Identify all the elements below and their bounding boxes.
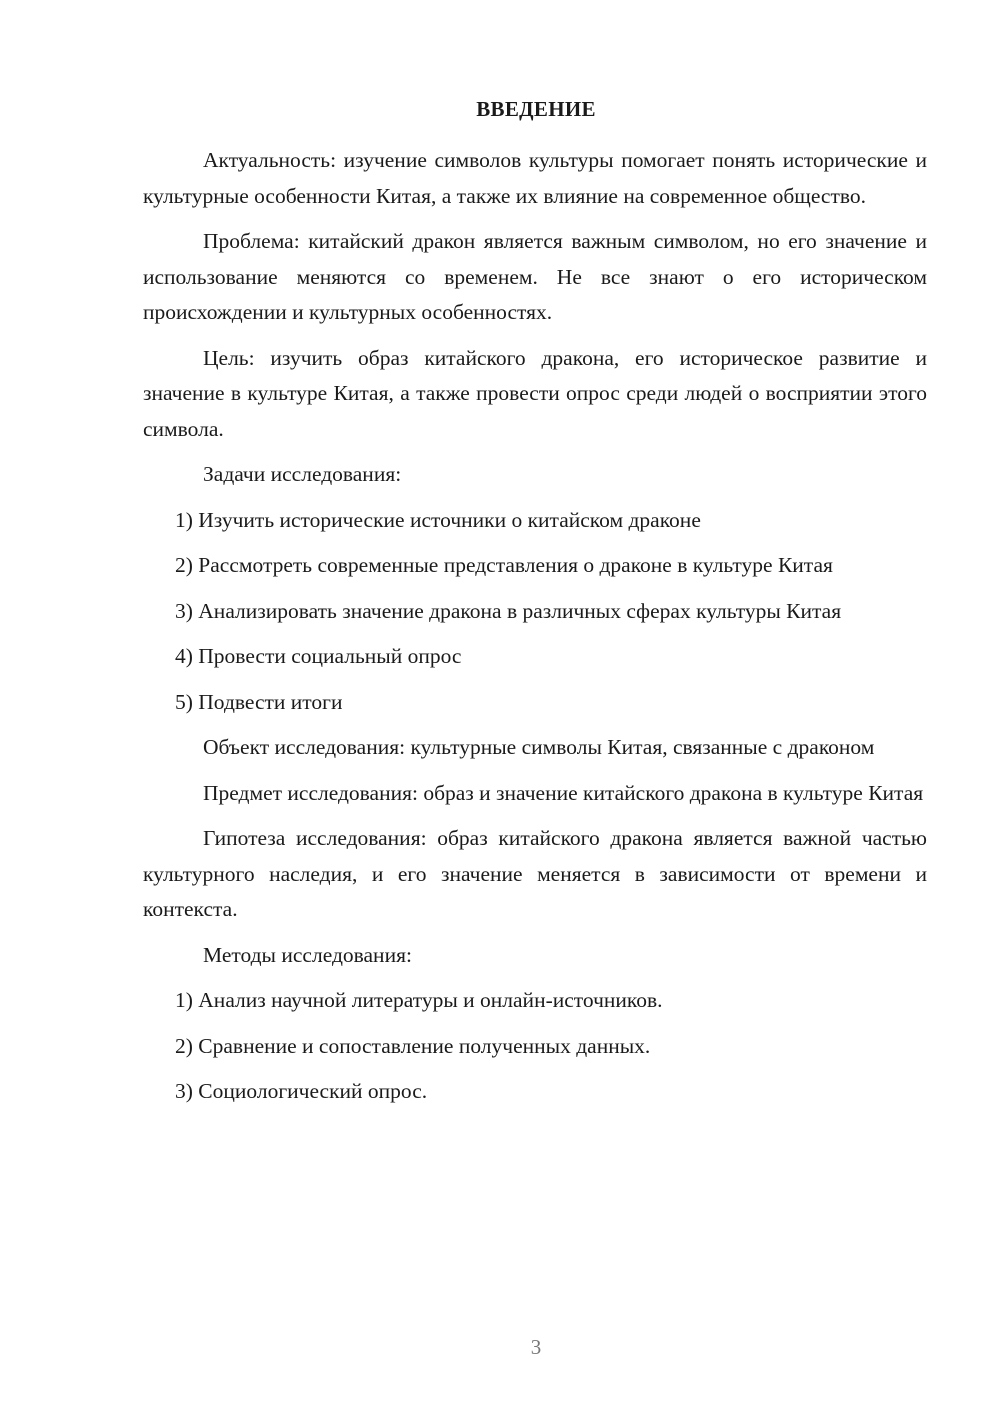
task-item: 4) Провести социальный опрос [175, 644, 462, 668]
task-item: 5) Подвести итоги [175, 689, 343, 714]
paragraph-object: Объект исследования: культурные символы Китая, связанные с драконом [203, 735, 875, 759]
paragraph-hypothesis: Гипотеза исследования: образ китайского дракона является важной частью культурного наследия, и его значение меняется в зависимости от времени и контекста. [143, 826, 927, 921]
paragraph-goal: Цель: изучить образ китайского дракона, его историческое развитие и значение в культуре Китая, а также провести опрос среди людей о восприятии этого символа. [143, 345, 927, 441]
tasks-intro: Задачи исследования: [203, 462, 402, 486]
method-item: 2) Сравнение и сопоставление полученных данных. [175, 1033, 651, 1058]
methods-intro: Методы исследования: [203, 942, 412, 967]
task-item: 2) Рассмотреть современные представления о драконе в культуре Китая [175, 553, 833, 577]
task-item: 1) Изучить исторические источники о китайском драконе [175, 507, 701, 532]
paragraph-problem: Проблема: китайский дракон является важным символом, но его значение и использование меняются со временем. Не все знают о его историческом происхождении и культурных особенностях. [143, 229, 927, 324]
page-number: 3 [530, 1335, 542, 1359]
page-heading: ВВЕДЕНИЕ [476, 97, 596, 121]
body-text [143, 143, 927, 1120]
paragraph-relevance: Актуальность: изучение символов культуры помогает понять исторические и культурные особенности Китая, а также их влияние на современное общество. [143, 148, 927, 208]
paragraph-subject: Предмет исследования: образ и значение китайского дракона в культуре Китая [203, 780, 924, 805]
method-item: 1) Анализ научной литературы и онлайн-источников. [175, 988, 663, 1012]
method-item: 3) Социологический опрос. [175, 1079, 428, 1103]
task-item: 3) Анализировать значение дракона в различных сферах культуры Китая [175, 598, 842, 623]
